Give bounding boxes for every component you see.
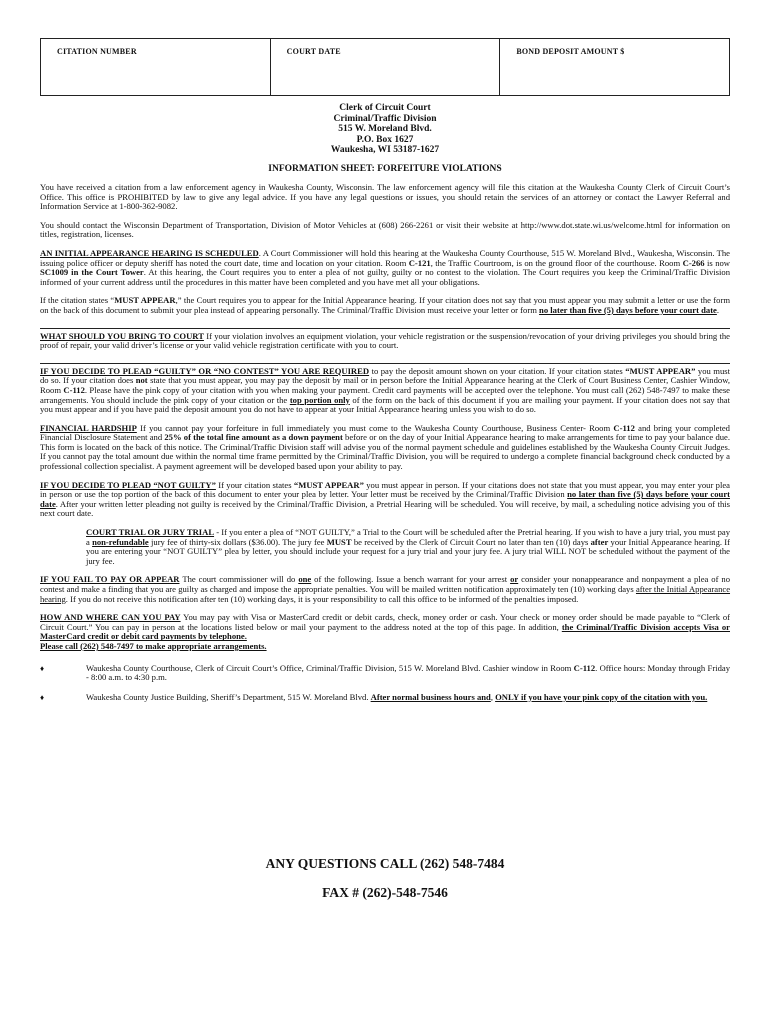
plead-not-guilty-section: IF YOU DECIDE TO PLEAD “NOT GUILTY” If your citation states “MUST APPEAR” you must appear in person. If your citations does not state that you must appear, you may enter your plea in person or use the top portion of the back of this document to enter your plea by letter. Your letter must be received by the Criminal/Traffic Division no later than five (5) days before your court date. After your written letter pleading not guilty is received by the Criminal/Traffic Division, a Pretrial Hearing will be scheduled. You will receive, by mail, a scheduling notice advising you of this next court date. [40,479,730,519]
how-to-pay-section: HOW AND WHERE CAN YOU PAY You may pay with Visa or MasterCard credit or debit cards, check, money order or cash. Your check or money order should be made payable to “Clerk of Circuit Court.” You can pay in person at the locations listed below or mail your payment to the address noted at the top of this page. In addition, the Criminal/Traffic Division accepts Visa or MasterCard credit or debit card payments by telephone. Please call (262) 548-7497 to make appropriate arrangements. [40,612,730,651]
section-heading: IF YOU DECIDE TO PLEAD “GUILTY” OR “NO CONTEST” YOU ARE REQUIRED [40,365,370,376]
dmv-paragraph: You should contact the Wisconsin Department of Transportation, Division of Motor Vehicles at (608) 266-2261 or visit their website at http://www.dot.state.wi.us/welcome.html for information on titles, registration, licenses. [40,219,730,240]
header-fields-table [40,38,730,96]
court-date-field: COURT DATE [271,39,501,95]
bring-to-court-section: WHAT SHOULD YOU BRING TO COURT If your violation involves an equipment violation, your vehicle registration or the suspension/revocation of your driving privileges you should bring the proof of repair, your valid driver’s license or your valid vehicle registration certificate with you to court. [40,328,730,351]
section-heading: WHAT SHOULD YOU BRING TO COURT [40,330,204,341]
diamond-bullet-icon: ♦ [40,692,45,702]
section-heading: IF YOU DECIDE TO PLEAD “NOT GUILTY” [40,479,216,490]
diamond-bullet-icon: ♦ [40,663,45,673]
fax-number-line: FAX # (262)-548-7546 [322,885,448,900]
section-heading: FINANCIAL HARDSHIP [40,422,137,433]
address-line: P.O. Box 1627 [356,134,414,145]
section-heading: HOW AND WHERE CAN YOU PAY [40,612,181,623]
document-body [40,183,730,712]
list-item: ♦ Waukesha County Justice Building, Sheriff’s Department, 515 W. Moreland Blvd. After normal business hours and, ONLY if you have your pink copy of the citation with you. [40,691,708,702]
plead-guilty-section: IF YOU DECIDE TO PLEAD “GUILTY” OR “NO CONTEST” YOU ARE REQUIRED to pay the deposit amount shown on your citation. If your citation states “MUST APPEAR” you must do so. If your citation does not state that you must appear, you may pay the deposit by mail or in person before the Initial Appearance hearing at the Clerk of Court Business Center, Cashier Window, Room C-112. Please have the pink copy of your citation with you when making your payment. Credit card payments will be accepted over the telephone. You must call (262) 548-7497 to make these arrangements. You should include the pink copy of your citation or the top portion only of the form on the back of this document if you are mailing your payment. If your citation does not say that you must appear and if you have paid the deposit amount you do not have to appear at your Initial Appearance hearing unless you wish to do so. [40,363,730,415]
fail-to-pay-section: IF YOU FAIL TO PAY OR APPEAR The court commissioner will do one of the following. Issue a bench warrant for your arrest or consider your nonappearance and nonpayment a plea of no contest and make a finding that you are guilty as charged and impose the appropriate penalties. You will be mailed written notification approximately ten (10) working days after the Initial Appearance hearing. If you do not receive this notification after ten (10) working days, it is your responsibility to call this office to be informed of the penalties imposed. [40,574,731,604]
document-title: INFORMATION SHEET: FORFEITURE VIOLATIONS [268,164,502,174]
address-line: Clerk of Circuit Court [339,103,431,113]
list-item: ♦ Waukesha County Courthouse, Clerk of Circuit Court’s Office, Criminal/Traffic Division, 515 W. Moreland Blvd. Cashier window in Room C-112. Office hours: Monday through Friday - 8:00 a.m. to 4:30 p.m. [40,662,730,683]
address-line: Waukesha, WI 53187-1627 [330,145,440,155]
address-line: Criminal/Traffic Division [333,113,437,124]
court-or-jury-trial-section: COURT TRIAL OR JURY TRIAL - If you enter a plea of “NOT GUILTY,” a Trial to the Court will be scheduled after the Pretrial hearing. If you wish to have a jury trial, you must pay a non-refundable jury fee of thirty-six dollars ($36.00). The jury fee MUST be received by the Clerk of Circuit Court no later than ten (10) days after your Initial Appearance hearing. If you are entering your “NOT GUILTY” plea by letter, you should include your request for a jury trial and your jury fee. A jury trial WILL NOT be scheduled without the payment of the jury fee. [86,527,731,566]
clerk-address-block [0,103,770,156]
section-heading: COURT TRIAL OR JURY TRIAL [86,527,215,538]
address-line: 515 W. Moreland Blvd. [338,124,432,134]
must-appear-paragraph: If the citation states “MUST APPEAR,” the Court requires you to appear for the Initial Appearance hearing. If your citation does not say that you must appear you may submit a letter or use the form on the back of this document to submit your plea instead of appearing personally. The Criminal/Traffic Division must receive your letter or form no later than five (5) days before your court date. [40,295,731,315]
section-heading: IF YOU FAIL TO PAY OR APPEAR [40,574,180,585]
citation-number-field: CITATION NUMBER [41,39,271,95]
intro-paragraph: You have received a citation from a law enforcement agency in Waukesha County, Wisconsin. The law enforcement agency will file this citation at the Waukesha County Clerk of Circuit Court’s Office. This office is PROHIBITED by law to give any legal advice. If you have any legal questions or issues, you should retain the services of an attorney or contact the Lawyer Referral and Information Service at 1-800-362-9082. [40,182,730,212]
section-heading: AN INITIAL APPEARANCE HEARING IS SCHEDULED [40,247,259,258]
questions-phone-line: ANY QUESTIONS CALL (262) 548-7484 [265,856,505,871]
initial-hearing-paragraph: AN INITIAL APPEARANCE HEARING IS SCHEDULED. A Court Commissioner will hold this hearing at the Waukesha County Courthouse, 515 W. Moreland Blvd., Waukesha, Wisconsin. The issuing police officer or deputy sheriff has noted the court date, time and location on your citation. Room C-121, the Traffic Courtroom, is on the ground floor of the courthouse. Room C-266 is now SC1009 in the Court Tower. At this hearing, the Court requires you to enter a plea of not guilty, guilty or no contest to the violation. The Court requires you keep the Criminal/Traffic Division informed of your current address until the procedures in this matter have been completed and you have met all your obligations. [40,247,730,287]
bond-deposit-field: BOND DEPOSIT AMOUNT $ [516,47,625,56]
financial-hardship-section: FINANCIAL HARDSHIP If you cannot pay your forfeiture in full immediately you must come to the Waukesha County Courthouse, Business Center- Room C-112 and bring your completed Financial Disclosure Statement and 25% of the total fine amount as a down payment before or on the day of your Initial Appearance hearing to make arrangements for time to pay your balance due. This form is located on the back of this notice. The Criminal/Traffic Division staff will advise you of the normal payment schedule and guidelines established by the Waukesha County Circuit Judges. If you cannot pay the total amount due within the normal time frame permitted by the Criminal/Traffic Division, you will be required to undergo a complete financial background check conducted by a professional collection specialist. A payment agreement will be developed based upon your ability to pay. [40,422,730,472]
payment-locations-list [40,664,730,703]
